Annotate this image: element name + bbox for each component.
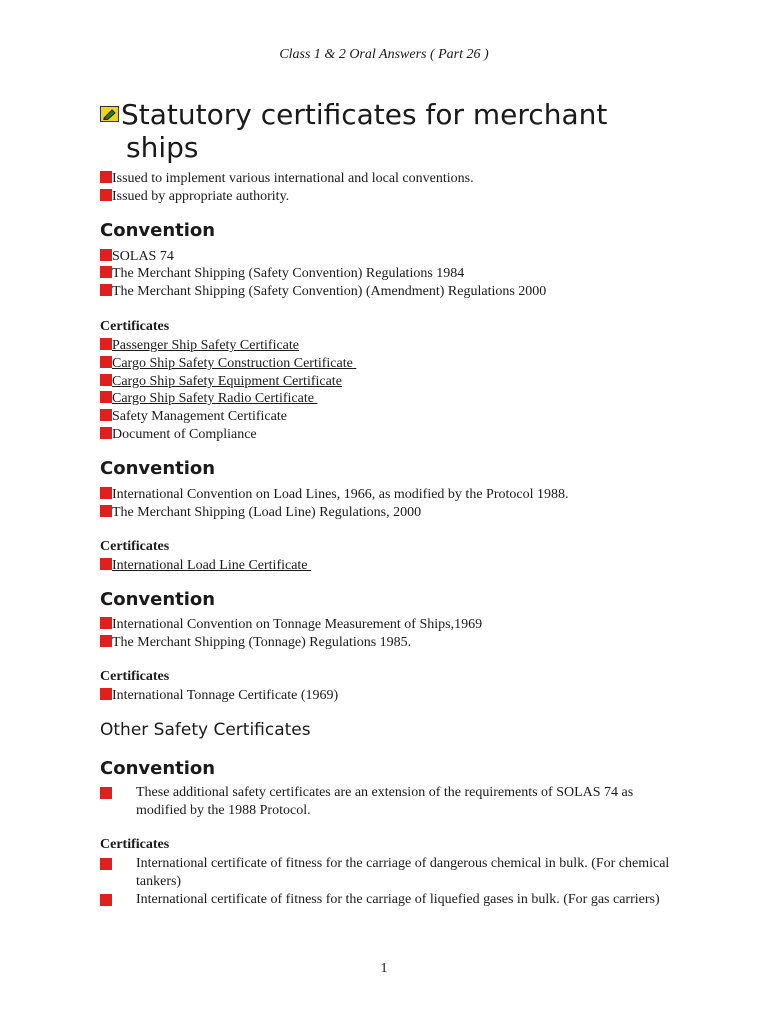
certificates-heading: Certificates (100, 837, 170, 852)
bullet-icon (100, 688, 112, 700)
list-item: Issued to implement various international and local conventions. (100, 170, 474, 188)
list-item: International Convention on Load Lines, 1966, as modified by the Protocol 1988. (100, 486, 568, 504)
list-item: International certificate of fitness for the carriage of liquefied gases in bulk. (For gas carriers) (100, 891, 680, 927)
bullet-icon (100, 356, 112, 368)
list-item: Document of Compliance (100, 426, 257, 444)
section-heading: Convention (100, 220, 216, 241)
list-item: International Tonnage Certificate (1969) (100, 687, 338, 705)
list-item: The Merchant Shipping (Safety Convention) Regulations 1984 (100, 265, 464, 283)
bullet-icon (100, 338, 112, 350)
page-number: 1 (380, 961, 388, 976)
section-heading: Convention (100, 458, 216, 479)
bullet-icon (100, 635, 112, 647)
bullet-icon (100, 171, 112, 183)
certificate-link[interactable]: Passenger Ship Safety Certificate (100, 337, 299, 355)
bullet-icon (100, 558, 112, 570)
bullet-icon (100, 374, 112, 386)
bullet-icon (100, 505, 112, 517)
bullet-icon (100, 189, 112, 201)
certificates-heading: Certificates (100, 669, 170, 684)
certificate-link[interactable]: Cargo Ship Safety Construction Certificate (100, 355, 356, 373)
bullet-icon (100, 427, 112, 439)
page-title (100, 98, 700, 164)
list-item: SOLAS 74 (100, 248, 174, 266)
section-heading: Convention (100, 758, 216, 779)
bullet-icon (100, 487, 112, 499)
certificates-heading: Certificates (100, 319, 170, 334)
bullet-icon (100, 617, 112, 629)
other-safety-heading: Other Safety Certificates (100, 720, 311, 740)
list-item: The Merchant Shipping (Tonnage) Regulations 1985. (100, 634, 411, 652)
certificate-link[interactable]: Cargo Ship Safety Radio Certificate (100, 390, 317, 408)
page-header: Class 1 & 2 Oral Answers ( Part 26 ) (279, 47, 489, 62)
title-line-1: Statutory certificates for merchant (121, 98, 608, 131)
bullet-icon (100, 894, 112, 906)
bullet-icon (100, 409, 112, 421)
list-item: International certificate of fitness for the carriage of dangerous chemical in bulk. (For chemical tankers) (100, 855, 680, 891)
title-line-2: ships (126, 131, 199, 164)
list-item: International Convention on Tonnage Measurement of Ships,1969 (100, 616, 482, 634)
list-item: Issued by appropriate authority. (100, 188, 289, 206)
bullet-icon (100, 787, 112, 799)
bullet-icon (100, 858, 112, 870)
certificates-heading: Certificates (100, 539, 170, 554)
certificate-link[interactable]: International Load Line Certificate (100, 557, 311, 575)
certificate-link[interactable]: Cargo Ship Safety Equipment Certificate (100, 373, 342, 391)
list-item: The Merchant Shipping (Load Line) Regulations, 2000 (100, 504, 421, 522)
bullet-icon (100, 284, 112, 296)
list-item: These additional safety certificates are an extension of the requirements of SOLAS 74 as modified by the 1988 Protocol. (100, 784, 680, 820)
bullet-icon (100, 266, 112, 278)
bullet-icon (100, 249, 112, 261)
bullet-icon (100, 391, 112, 403)
section-heading: Convention (100, 589, 216, 610)
pencil-note-icon (100, 106, 119, 122)
list-item: Safety Management Certificate (100, 408, 287, 426)
list-item: The Merchant Shipping (Safety Convention) (Amendment) Regulations 2000 (100, 283, 546, 301)
